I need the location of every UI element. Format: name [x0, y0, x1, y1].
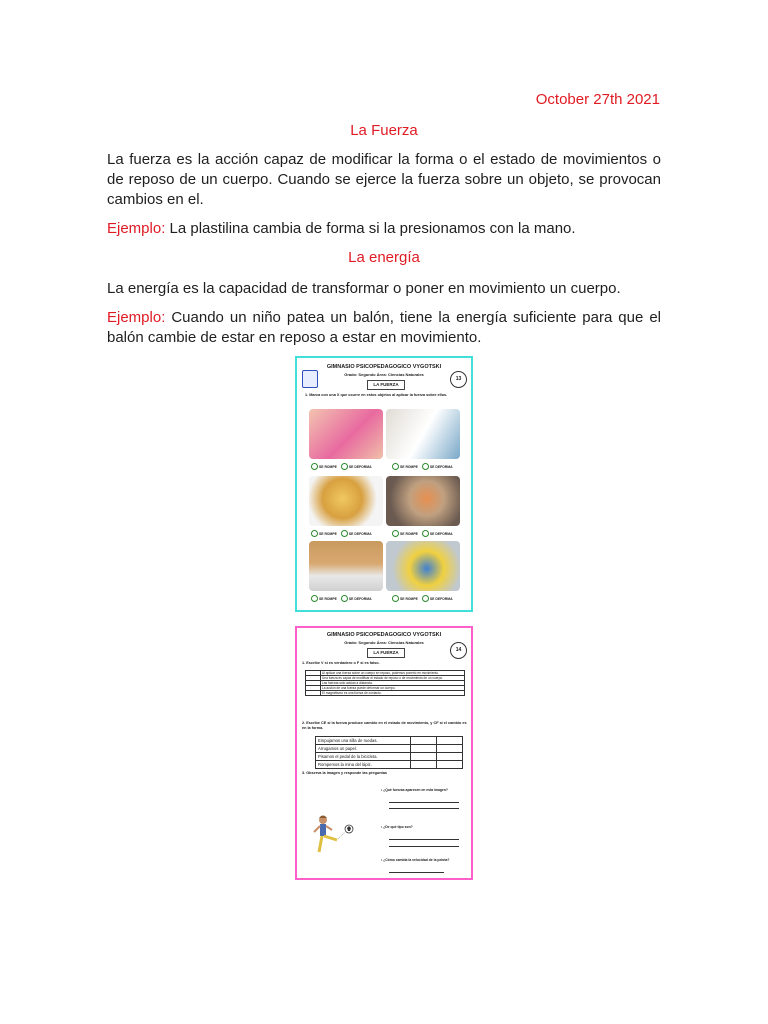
photo-pasta: [309, 476, 383, 526]
ce-cf-table: [315, 736, 463, 769]
example-label: Ejemplo:: [107, 220, 166, 237]
worksheet-question: 1. Marca con una X que ocurre en estos objetos al aplicar la fuerza sobre ellos.: [305, 393, 448, 397]
answer-line: [389, 872, 444, 873]
table-row: Rompemos la mina del lápiz.: [316, 761, 462, 768]
worksheet-school: GIMNASIO PSICOPEDAGOGICO VYGOTSKI: [326, 632, 442, 638]
child-kicking-ball-illustration: [307, 810, 367, 862]
option-label: SE ROMPE: [319, 531, 337, 536]
example-energia: [107, 308, 661, 348]
photo-egg: [386, 476, 460, 526]
worksheet-question-3: 3. Observa la imagen y responde las preguntas: [302, 771, 388, 775]
table-row: Arrugamos un papel.: [316, 745, 462, 753]
section-title-energia: La energía: [348, 249, 420, 266]
option-row: [392, 595, 453, 602]
answer-line: [389, 802, 459, 803]
date: October 27th 2021: [535, 91, 660, 108]
photo-paper: [386, 409, 460, 459]
table-row: Las fuerzas solo actúan a distancia.: [306, 681, 464, 686]
worksheet-grade-area: Grado: Segundo Área: Ciencias Naturales: [344, 372, 424, 377]
example-label: Ejemplo:: [107, 309, 166, 326]
example-text: La plastilina cambia de forma si la presionamos con la mano.: [165, 220, 576, 237]
worksheet-number: 14: [450, 642, 467, 659]
option-label: SE DEFORMA: [429, 596, 453, 601]
worksheet-image-13: [295, 356, 473, 612]
option-label: SE DEFORMA: [429, 464, 453, 469]
worksheet-question-1: 1. Escribe V si es verdadero o F si es falso.: [302, 661, 380, 665]
photo-hammer: [309, 541, 383, 591]
option-label: SE ROMPE: [319, 596, 337, 601]
table-row: La acción de una fuerza puede deformar un cuerpo.: [306, 686, 464, 691]
example-fuerza: [107, 219, 661, 239]
option-row: [311, 595, 372, 602]
option-label: SE ROMPE: [319, 464, 337, 469]
answer-line: [389, 808, 459, 809]
option-row: [392, 530, 453, 537]
worksheet-school: GIMNASIO PSICOPEDAGOGICO VYGOTSKI: [326, 364, 442, 370]
true-false-table: [305, 670, 465, 696]
option-label: SE DEFORMA: [429, 531, 453, 536]
answer-line: [389, 839, 459, 840]
section-title-fuerza: La Fuerza: [350, 122, 418, 139]
paragraph-energia: La energía es la capacidad de transformar o poner en movimiento un cuerpo.: [107, 280, 621, 297]
paragraph-fuerza: La fuerza es la acción capaz de modificar la forma o el estado de movimientos o de reposo de un cuerpo. Cuando se ejerce la fuerza sobre un objeto, se provocan cambios en el.: [107, 151, 661, 208]
sub-question-3: • ¿Cómo cambia la velocidad de la pelota?: [381, 858, 450, 862]
worksheet-question-2: 2. Escribe CE si la fuerza produce cambio en el estado de movimiento, y CF si el cambio es en la forma.: [302, 721, 467, 730]
table-row: Empujamos una silla de ruedas.: [316, 737, 462, 745]
option-label: SE ROMPE: [400, 596, 418, 601]
table-row: Pisamos el pedal de la bicicleta.: [316, 753, 462, 761]
worksheet-number: 13: [450, 371, 467, 388]
table-row: El magnetismo es una fuerza de contacto.: [306, 691, 464, 695]
option-label: SE ROMPE: [400, 464, 418, 469]
worksheet-title: LA FUERZA: [367, 380, 405, 390]
worksheet-grade-area: Grado: Segundo Área: Ciencias Naturales: [344, 640, 424, 645]
table-row: Al aplicar una fuerza sobre un cuerpo en reposo, podemos ponerlo en movimiento.: [306, 671, 464, 676]
table-row: Una fuerza es capaz de modificar el estado de reposo o de movimiento de un cuerpo.: [306, 676, 464, 681]
sub-question-1: • ¿Qué fuerzas aparecen en esta imagen?: [381, 788, 448, 792]
option-label: SE DEFORMA: [348, 596, 372, 601]
option-label: SE ROMPE: [400, 531, 418, 536]
worksheet-title: LA FUERZA: [367, 648, 405, 658]
example-text: Cuando un niño patea un balón, tiene la energía suficiente para que el balón cambie de estar en reposo a estar en movimiento.: [107, 309, 661, 346]
option-row: [311, 530, 372, 537]
photo-gloves: [386, 541, 460, 591]
option-label: SE DEFORMA: [348, 464, 372, 469]
worksheet-image-14: [295, 626, 473, 880]
answer-line: [389, 846, 459, 847]
photo-hands-playdough: [309, 409, 383, 459]
option-label: SE DEFORMA: [348, 531, 372, 536]
option-row: [392, 463, 453, 470]
option-row: [311, 463, 372, 470]
sub-question-2: • ¿De qué tipo son?: [381, 825, 413, 829]
